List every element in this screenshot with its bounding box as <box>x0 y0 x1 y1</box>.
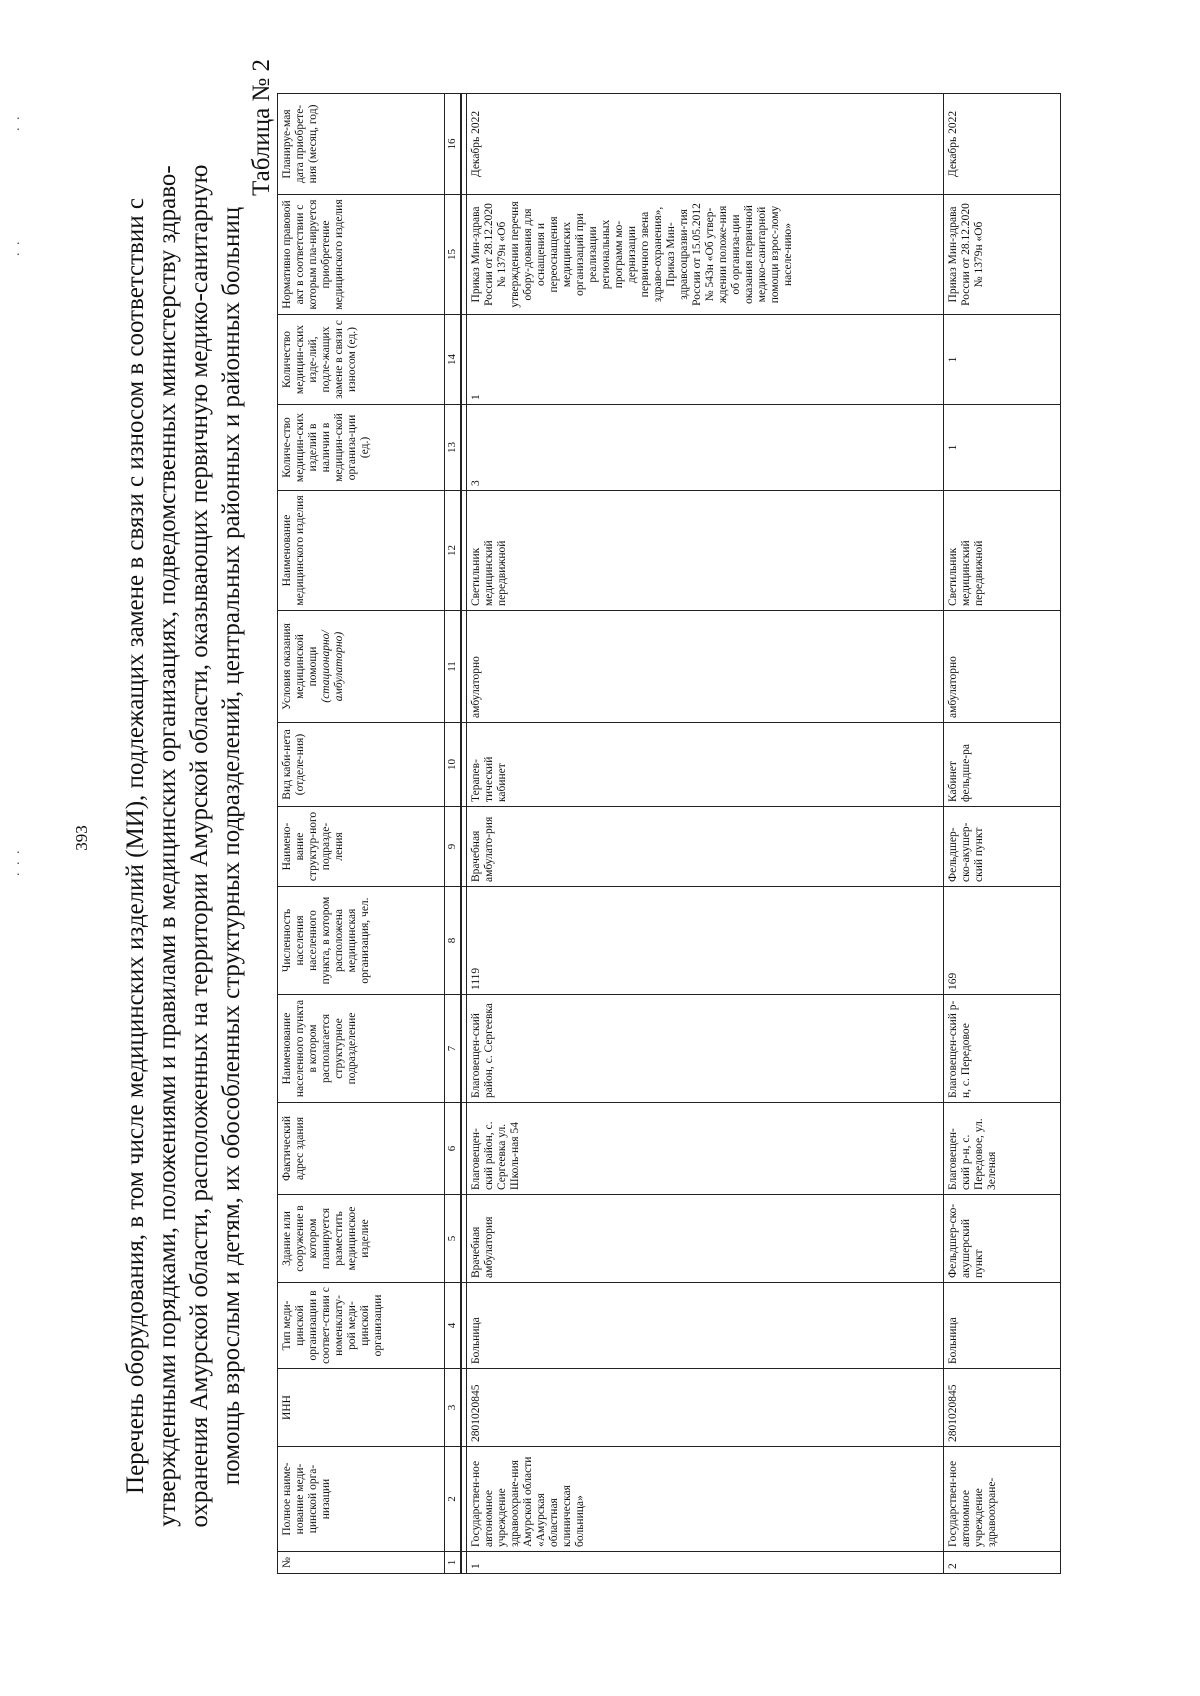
date-cell: Декабрь 2022 <box>467 94 944 195</box>
title-line: помощь взрослым и детям, их обособленных структурных подразделений, центральных районных и районных больниц <box>218 206 245 1486</box>
header-cell: Численность населения населенного пункта, в котором расположена медицинская организация, чел. <box>278 887 445 995</box>
column-number: 13 <box>445 405 462 491</box>
table-row <box>467 94 944 1574</box>
building-cell: Врачебная амбулатория <box>467 1195 944 1283</box>
table-number: Таблица № 2 <box>248 58 275 196</box>
scan-mark: . . . <box>8 848 23 876</box>
header-cell <box>278 611 445 723</box>
population-cell: 1119 <box>467 887 944 995</box>
table-row <box>944 94 1061 1574</box>
column-number: 12 <box>445 491 462 611</box>
header-cell: Фактический адрес здания <box>278 1103 445 1195</box>
document-title <box>120 146 248 1546</box>
settlement-cell: Благовещен-ский р-н, с. Передовое <box>944 995 1061 1103</box>
header-cell: Полное наиме-нование меди-цинской орга-низации <box>278 1447 445 1552</box>
inn-cell: 2801020845 <box>944 1369 1061 1447</box>
page-number: 393 <box>72 825 91 851</box>
header-cell: № <box>278 1552 445 1574</box>
column-number: 11 <box>445 611 462 723</box>
header-cell: Тип меди-цинской организации в соответ-ствии с номенклату-рой меди-цинской организации <box>278 1283 445 1369</box>
column-number-row <box>445 94 462 1574</box>
header-row <box>278 94 445 1574</box>
column-number: 15 <box>445 195 462 315</box>
header-cell: Вид каби-нета (отделе-ния) <box>278 723 445 807</box>
qty-available-cell: 1 <box>944 405 1061 491</box>
row-number: 1 <box>467 1552 944 1574</box>
header-cell: Количество медицин-ских изде-лий, подле-жащих замене в связи с износом (ед.) <box>278 315 445 405</box>
org-type-cell: Больница <box>467 1283 944 1369</box>
settlement-cell: Благовещен-ский район, с. Сергеевка <box>467 995 944 1103</box>
title-line: Перечень оборудования, в том числе медицинских изделий (МИ), подлежащих замене в связи с износом в соответствии с <box>122 198 149 1494</box>
column-number: 1 <box>445 1552 462 1574</box>
column-number: 2 <box>445 1447 462 1552</box>
header-cell: Наименование медицинского изделия <box>278 491 445 611</box>
qty-available-cell: 3 <box>467 405 944 491</box>
header-cell: Количе-ство медицин-ских изделий в наличии в медицин-ской организа-ции (ед.) <box>278 405 445 491</box>
column-number: 14 <box>445 315 462 405</box>
date-cell: Декабрь 2022 <box>944 94 1061 195</box>
qty-replace-cell: 1 <box>944 315 1061 405</box>
header-cell: Наимено-вание структур-ного подразде-ления <box>278 807 445 887</box>
row-number: 2 <box>944 1552 1061 1574</box>
building-cell: Фельдшер-ско-акушерский пункт <box>944 1195 1061 1283</box>
header-cell: Нормативно правовой акт в соответствии с которым пла-нируется приобретение медицинского изделия <box>278 195 445 315</box>
device-cell: Светильник медицинский передвижной <box>467 491 944 611</box>
header-cell-note: (стационарно/ амбулаторно) <box>320 630 345 703</box>
cabinet-cell: Кабинет фельдше-ра <box>944 723 1061 807</box>
scan-mark: . . <box>8 114 23 131</box>
title-line: утвержденными порядками, положениями и правилами в медицинских организациях, подведомственных министерству здраво- <box>154 165 181 1527</box>
column-number: 3 <box>445 1369 462 1447</box>
org-type-cell: Больница <box>944 1283 1061 1369</box>
column-number: 16 <box>445 94 462 195</box>
header-cell: Здание или сооружение в котором планируется разместить медицинское изделие <box>278 1195 445 1283</box>
header-cell: ИНН <box>278 1369 445 1447</box>
org-name-cell: Государствен-ное автономное учреждение здравоохране-ния Амурской области «Амурская областная клиническая больница» <box>467 1447 944 1552</box>
conditions-cell: амбулаторно <box>944 611 1061 723</box>
legal-act-cell: Приказ Мин-здрава России от 28.12.2020 № 1379н «Об утверждении перечня обору-дования для оснащения и переоснащения медицинских организаций при реализации региональных программ мо-дернизации первичного звена здраво-охранения», Приказ Мин-здравсоцразви-тия России от 15.05.2012 № 543н «Об утвер-ждении положе-ния об организа-ции оказания первичной медико-санитарной помощи взрос-лому населе-нию» <box>467 195 944 315</box>
device-cell: Светильник медицинский передвижной <box>944 491 1061 611</box>
population-cell: 169 <box>944 887 1061 995</box>
conditions-cell: амбулаторно <box>467 611 944 723</box>
org-name-cell: Государствен-ное автономное учреждение здравоохране- <box>944 1447 1061 1552</box>
legal-act-cell: Приказ Мин-здрава России от 28.12.2020 № 1379н «Об <box>944 195 1061 315</box>
column-number: 4 <box>445 1283 462 1369</box>
column-number: 6 <box>445 1103 462 1195</box>
equipment-table <box>277 93 1061 1574</box>
title-line: охранения Амурской области, расположенных на территории Амурской области, оказывающих первичную медико-санитарную <box>186 164 213 1528</box>
header-cell: Наименование населенного пункта в котором располагается структурное подразделение <box>278 995 445 1103</box>
column-number: 5 <box>445 1195 462 1283</box>
unit-cell: Врачебная амбулато-рия <box>467 807 944 887</box>
inn-cell: 2801020845 <box>467 1369 944 1447</box>
header-cell-text: Условия оказания медицинской помощи <box>281 623 319 710</box>
column-number: 8 <box>445 887 462 995</box>
cabinet-cell: Терапев-тический кабинет <box>467 723 944 807</box>
address-cell: Благовещен-ский район, с. Сергеевка ул. Школь-ная 54 <box>467 1103 944 1195</box>
address-cell: Благовещен-ский р-н, с. Передовое, ул. Зеленая <box>944 1103 1061 1195</box>
scan-mark: . . <box>8 239 23 256</box>
qty-replace-cell: 1 <box>467 315 944 405</box>
column-number: 9 <box>445 807 462 887</box>
header-cell: Планируе-мая дата приобрете-ния (месяц, год) <box>278 94 445 195</box>
unit-cell: Фельдшер-ско-акушер-ский пункт <box>944 807 1061 887</box>
column-number: 7 <box>445 995 462 1103</box>
column-number: 10 <box>445 723 462 807</box>
